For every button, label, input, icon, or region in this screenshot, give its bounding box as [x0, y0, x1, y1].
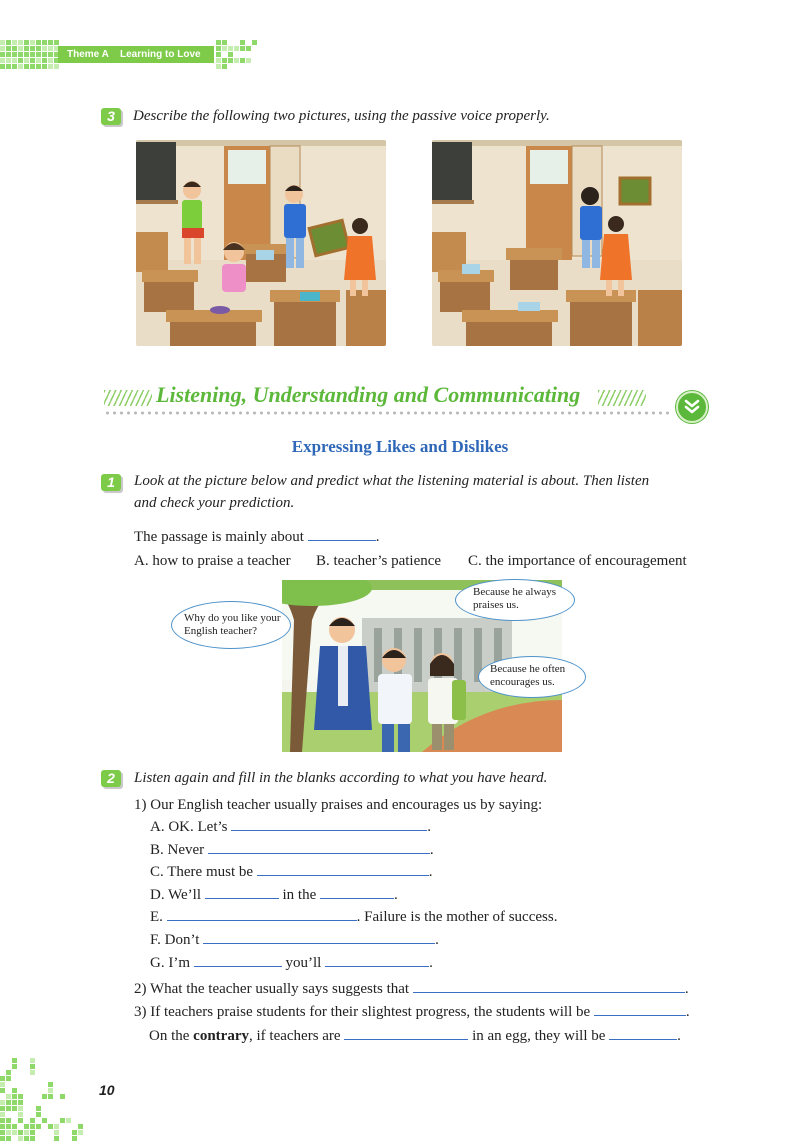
- blank-f[interactable]: [203, 929, 435, 944]
- item-b: B. Never .: [150, 839, 434, 861]
- answer1-line2: praises us.: [473, 599, 519, 611]
- item-g: G. I’m you’ll .: [150, 952, 433, 974]
- blank-e[interactable]: [167, 906, 357, 921]
- exercise-1-instruction-line2: and check your prediction.: [134, 495, 295, 511]
- exercise-1-badge: 1: [101, 474, 121, 491]
- blank-q3a[interactable]: [594, 1001, 686, 1016]
- answer2-line1: Because he often: [490, 663, 566, 675]
- footer-pixel-pattern: [0, 1058, 96, 1138]
- section-dotted-rule: [104, 411, 672, 415]
- theme-tag: [58, 46, 214, 63]
- option-b[interactable]: B. teacher’s patience: [316, 553, 442, 569]
- double-chevron-down-icon: [678, 393, 706, 421]
- question-2: 2) What the teacher usually says suggests that .: [134, 978, 689, 1000]
- question-line2: English teacher?: [184, 625, 257, 637]
- exercise-3-badge: 3: [101, 108, 121, 125]
- blank-q3b[interactable]: [344, 1025, 468, 1040]
- item-a: A. OK. Let’s .: [150, 816, 431, 838]
- exercise-1-stem: The passage is mainly about .: [134, 526, 379, 548]
- question-line1: Why do you like your: [184, 612, 281, 624]
- question-3-continued: On the contrary, if teachers are in an egg, they will be .: [149, 1025, 681, 1047]
- stem-text: The passage is mainly about: [134, 529, 304, 545]
- exercise-2-instruction: Listen again and fill in the blanks according to what you have heard.: [134, 770, 548, 786]
- answer2-line2: encourages us.: [490, 676, 555, 688]
- item-d: D. We’ll in the .: [150, 884, 398, 906]
- blank-q2[interactable]: [413, 978, 685, 993]
- question-1: 1) Our English teacher usually praises and encourages us by saying:: [134, 797, 543, 813]
- answer-bubble-2: [478, 656, 586, 698]
- blank-d2[interactable]: [320, 884, 394, 899]
- subsection-title: Expressing Likes and Dislikes: [291, 437, 509, 456]
- classroom-picture-after: [432, 140, 682, 346]
- blank-g2[interactable]: [325, 952, 429, 967]
- question-bubble: [171, 601, 291, 649]
- blank-d1[interactable]: [205, 884, 279, 899]
- option-c[interactable]: C. the importance of encouragement: [468, 553, 687, 569]
- item-c: C. There must be .: [150, 861, 433, 883]
- blank-q3c[interactable]: [609, 1025, 677, 1040]
- item-f: F. Don’t .: [150, 929, 439, 951]
- blank-a[interactable]: [231, 816, 427, 831]
- blank-c[interactable]: [257, 861, 429, 876]
- section-title: Listening, Understanding and Communicating: [156, 382, 581, 407]
- exercise-1-instruction-line1: Look at the picture below and predict what the listening material is about. Then listen: [134, 473, 650, 489]
- item-e: E. . Failure is the mother of success.: [150, 906, 557, 928]
- exercise-3-instruction: Describe the following two pictures, using the passive voice properly.: [133, 108, 550, 124]
- page-number: 10: [99, 1082, 115, 1098]
- blank-b[interactable]: [208, 839, 430, 854]
- section-hatch-right: [598, 390, 646, 406]
- classroom-picture-before: [136, 140, 386, 346]
- bold-word: contrary: [193, 1028, 249, 1044]
- option-a[interactable]: A. how to praise a teacher: [134, 553, 291, 569]
- theme-title: Learning to Love: [120, 49, 201, 60]
- answer1-line1: Because he always: [473, 586, 557, 598]
- exercise-2-badge: 2: [101, 770, 121, 787]
- question-3: 3) If teachers praise students for their slightest progress, the students will be .: [134, 1001, 690, 1023]
- answer-blank[interactable]: [308, 526, 376, 541]
- blank-g1[interactable]: [194, 952, 282, 967]
- section-hatch-left: [104, 390, 152, 406]
- expand-chevron-icon[interactable]: [676, 391, 708, 423]
- theme-label: Theme A: [67, 49, 109, 60]
- answer-bubble-1: [455, 579, 575, 621]
